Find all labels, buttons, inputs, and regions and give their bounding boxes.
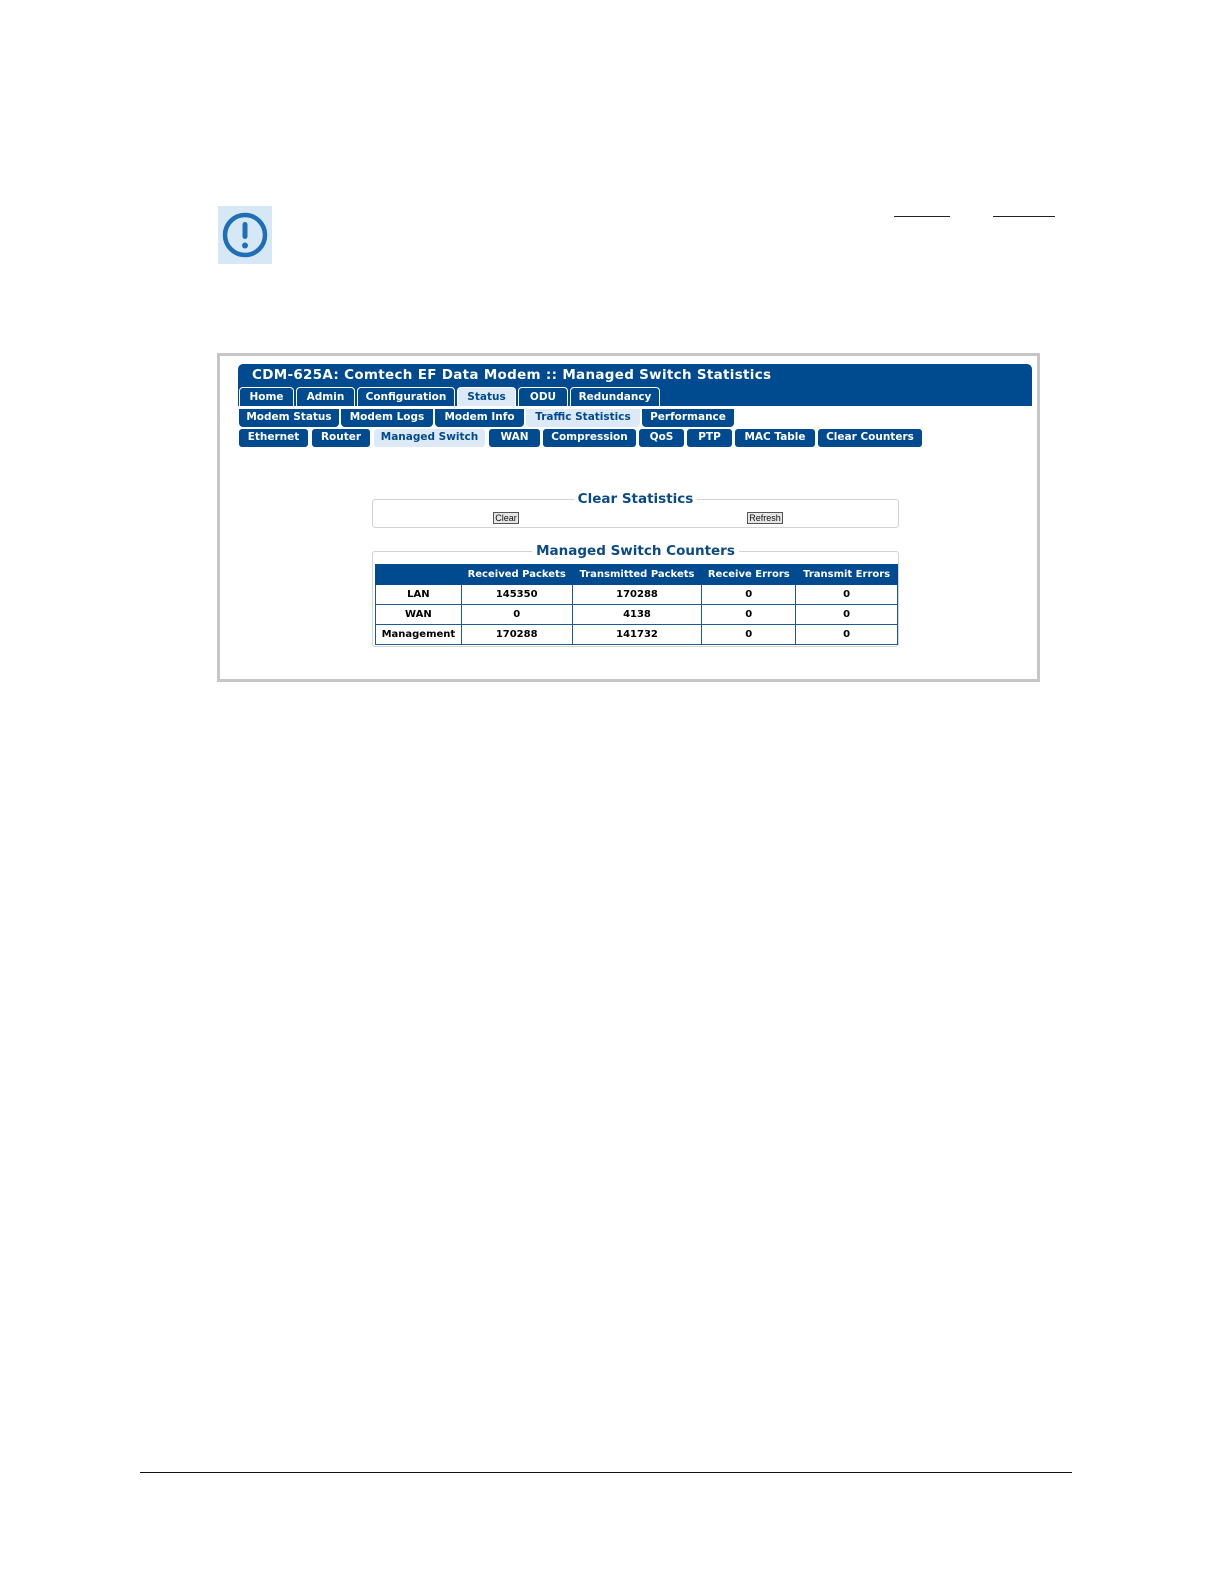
column-header: Transmit Errors [796,565,898,585]
tab-mac-table[interactable]: MAC Table [735,429,815,447]
tab-admin[interactable]: Admin [296,387,355,406]
tab-compression[interactable]: Compression [543,429,636,447]
table-cell: 0 [702,625,796,645]
counters-table [375,564,898,645]
tab-wan[interactable]: WAN [489,429,540,447]
table-cell: 0 [796,585,898,605]
column-header: Received Packets [461,565,572,585]
note-underline [993,216,1055,217]
table-cell: 145350 [461,585,572,605]
tab-managed-switch[interactable]: Managed Switch [374,429,485,447]
row-label: Management [376,625,462,645]
tab-qos[interactable]: QoS [639,429,684,447]
tab-modem-logs[interactable]: Modem Logs [341,409,433,427]
table-cell: 141732 [572,625,702,645]
clear-button[interactable]: Clear [493,512,519,524]
footer-divider [140,1472,1072,1473]
main-menu-bar [238,386,1032,406]
tab-ethernet[interactable]: Ethernet [239,429,308,447]
page-title: CDM-625A: Comtech EF Data Modem :: Managed Switch Statistics [238,364,1032,386]
row-label: WAN [376,605,462,625]
table-row [376,625,898,645]
table-cell: 0 [702,605,796,625]
table-header-row [376,565,898,585]
tab-clear-counters[interactable]: Clear Counters [818,429,922,447]
table-cell: 0 [461,605,572,625]
tab-configuration[interactable]: Configuration [357,387,455,406]
refresh-button[interactable]: Refresh [747,512,783,524]
note-underline [894,216,950,217]
managed-switch-counters-group [372,543,899,647]
table-row [376,605,898,625]
row-label: LAN [376,585,462,605]
clear-statistics-group [372,491,899,528]
tab-router[interactable]: Router [312,429,370,447]
column-header: Receive Errors [702,565,796,585]
table-cell: 170288 [461,625,572,645]
column-header [376,565,462,585]
exclamation-circle-icon [221,211,269,259]
tab-status[interactable]: Status [457,387,516,406]
table-cell: 0 [796,605,898,625]
table-cell: 170288 [572,585,702,605]
table-cell: 0 [796,625,898,645]
clear-statistics-title: Clear Statistics [574,491,698,507]
tab-traffic-statistics[interactable]: Traffic Statistics [526,409,640,427]
important-note-icon [218,206,272,264]
tab-redundancy[interactable]: Redundancy [570,387,660,406]
table-cell: 4138 [572,605,702,625]
tab-ptp[interactable]: PTP [687,429,732,447]
tab-home[interactable]: Home [239,387,294,406]
tab-performance[interactable]: Performance [642,409,734,427]
tab-modem-info[interactable]: Modem Info [435,409,524,427]
modem-web-page-screenshot [217,353,1040,682]
counters-title: Managed Switch Counters [532,543,739,559]
tab-modem-status[interactable]: Modem Status [239,409,339,427]
tab-odu[interactable]: ODU [518,387,568,406]
column-header: Transmitted Packets [572,565,702,585]
table-row [376,585,898,605]
table-cell: 0 [702,585,796,605]
